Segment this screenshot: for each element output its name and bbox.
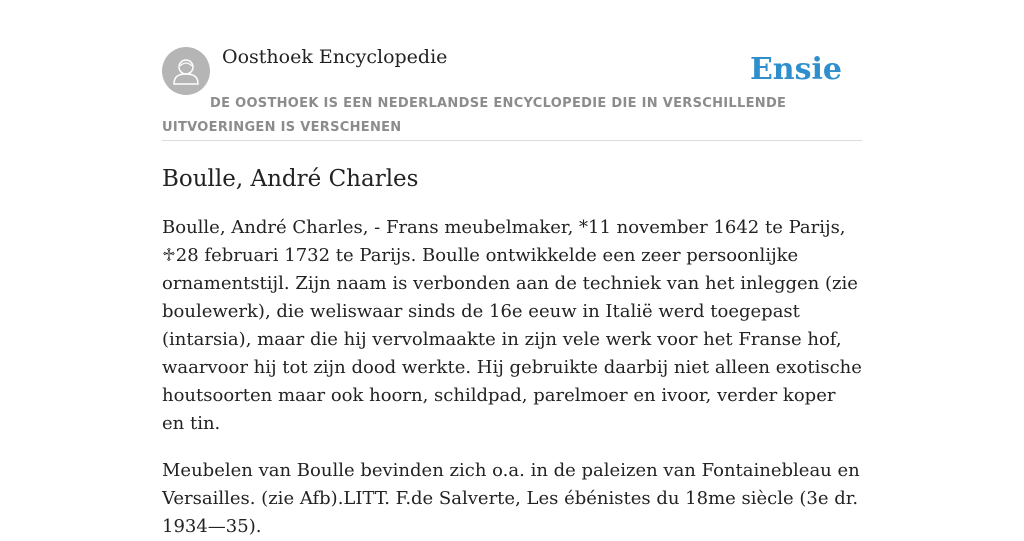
page-header	[162, 44, 862, 141]
source-tagline: DE OOSTHOEK IS EEN NEDERLANDSE ENCYCLOPEDIE DIE IN VERSCHILLENDE UITVOERINGEN IS VERSCHENEN	[162, 96, 787, 135]
user-icon	[162, 47, 210, 95]
source-name-link[interactable]: Oosthoek Encyclopedie	[222, 46, 448, 68]
article-paragraph: Meubelen van Boulle bevinden zich o.a. in de paleizen van Fontainebleau en Versailles. (zie Afb).LITT. F.de Salverte, Les ébénistes du 18me siècle (3e dr. 1934—35).	[162, 460, 860, 537]
article	[162, 162, 862, 541]
brand-logo[interactable]: Ensie	[749, 52, 842, 87]
article-paragraph: Boulle, André Charles, - Frans meubelmaker, *11 november 1642 te Parijs, ♱28 februari 1732 te Parijs. Boulle ontwikkelde een zeer persoonlijke ornamentstijl. Zijn naam is verbonden aan de techniek van het inleggen (zie boulewerk), die weliswaar sinds de 16e eeuw in Italië werd toegepast (intarsia), maar die hij vervolmaakte in zijn vele werk voor het Franse hof, waarvoor hij tot zijn dood werkte. Hij gebruikte daarbij niet alleen exotische houtsoorten maar ook hoorn, schildpad, parelmoer en ivoor, verder koper en tin.	[162, 217, 862, 434]
source-avatar[interactable]	[162, 47, 210, 95]
article-title: Boulle, André Charles	[162, 166, 419, 192]
